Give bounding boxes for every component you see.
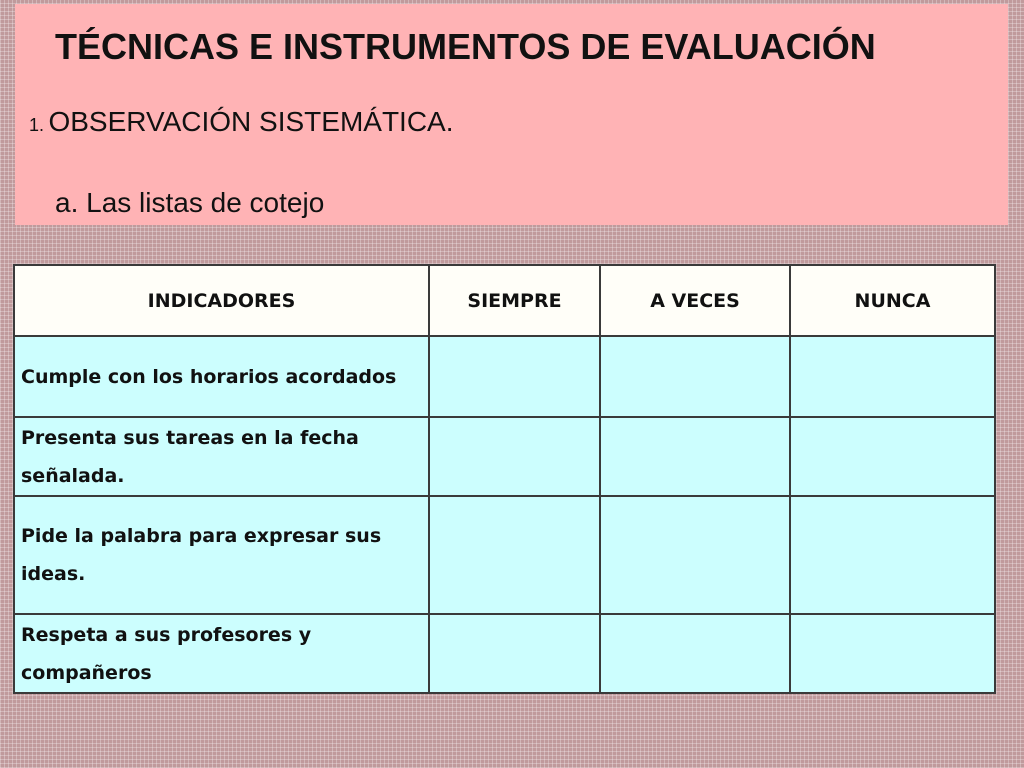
title-panel [15,4,1008,225]
siempre-cell[interactable] [429,336,600,417]
a-veces-cell[interactable] [600,614,790,693]
a-veces-cell[interactable] [600,336,790,417]
checklist-table [13,264,996,694]
indicator-cell: Pide la palabra para expresar sus ideas. [14,496,429,614]
siempre-cell[interactable] [429,614,600,693]
siempre-cell[interactable] [429,496,600,614]
siempre-cell[interactable] [429,417,600,496]
column-header-indicadores: INDICADORES [14,265,429,336]
column-header-a-veces: A VECES [600,265,790,336]
indicator-cell: Respeta a sus profesores y compañeros [14,614,429,693]
table-row [14,614,995,693]
section-title: OBSERVACIÓN SISTEMÁTICA. [48,106,454,137]
column-header-siempre: SIEMPRE [429,265,600,336]
subsection-title: a. Las listas de cotejo [55,187,325,218]
nunca-cell[interactable] [790,417,995,496]
indicator-cell: Presenta sus tareas en la fecha señalada. [14,417,429,496]
nunca-cell[interactable] [790,336,995,417]
table-row [14,496,995,614]
indicator-cell: Cumple con los horarios acordados [14,336,429,417]
table-row [14,417,995,496]
table-header-row [14,265,995,336]
a-veces-cell[interactable] [600,417,790,496]
a-veces-cell[interactable] [600,496,790,614]
column-header-nunca: NUNCA [790,265,995,336]
section-number: 1. [29,115,45,135]
page-title: TÉCNICAS E INSTRUMENTOS DE EVALUACIÓN [55,26,876,67]
table-row [14,336,995,417]
nunca-cell[interactable] [790,496,995,614]
nunca-cell[interactable] [790,614,995,693]
section-heading [29,106,454,138]
